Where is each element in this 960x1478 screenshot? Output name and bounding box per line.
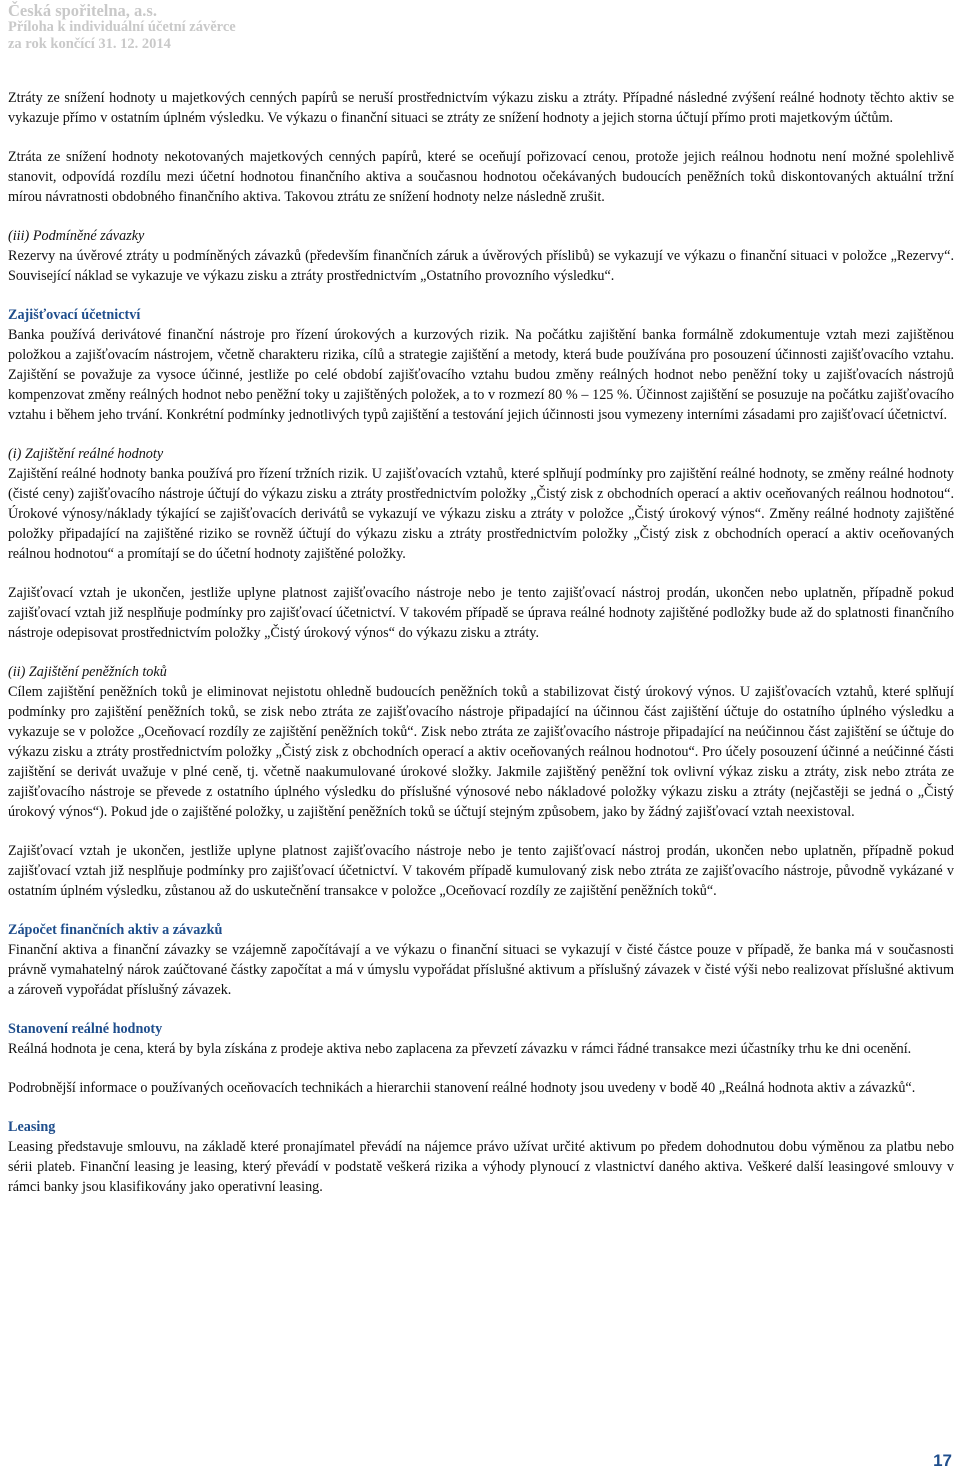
subsection-heading: (iii) Podmíněné závazky bbox=[8, 228, 145, 244]
section-heading: Zajišťovací účetnictví bbox=[8, 307, 141, 323]
section-heading: Stanovení reálné hodnoty bbox=[8, 1021, 163, 1037]
paragraph: Cílem zajištění peněžních toků je eliminovat nejistotu ohledně budoucích peněžních toků a stabilizovat čistý úrokový výnos. U zajišťovacích vztahů, které splňují podmínky pro zajištění peněžních toků, se zisk nebo ztráta ze zajišťovacího nástroje připadající na účinnou část zajištění účtuje do ostatního úplného výsledku a vykazuje se v položce „Oceňovací rozdíly ze zajištění peněžních toků“. Zisk nebo ztráta ze zajišťovacího nástroje připadající na neúčinnou část zajištění se účtuje do výkazu zisku a ztráty prostřednictvím položky „Čistý zisk z obchodních operací a aktiv oceňovaných reálnou hodnotou“. Pro účely posouzení účinné a neúčinné části zajištění se derivát uvažuje v plné ceně, tj. včetně naakumulované úrokové složky. Jakmile zajištěný peněžní tok ovlivní výkaz zisku a ztráty, zisk nebo ztráta ze zajišťovacího nástroje se převede z ostatního úplného výsledku do příslušné výnosové nebo nákladové položky výkazu zisku a ztráty (nejčastěji se jedná o „Čistý úrokový výnos“). Pokud jde o zajištěné položky, u zajištění peněžních toků se účtují stejným způsobem, jako by žádný zajišťovací vztah neexistoval. bbox=[8, 684, 954, 820]
header-document-title: Příloha k individuální účetní závěrce bbox=[8, 19, 236, 35]
subsection-heading: (ii) Zajištění peněžních toků bbox=[8, 664, 167, 680]
paragraph: Zajišťovací vztah je ukončen, jestliže uplyne platnost zajišťovacího nástroje nebo je tento zajišťovací nástroj prodán, ukončen nebo uplatněn, případně pokud zajišťovací vztah již nesplňuje podmínky pro zajišťovací účetnictví. V takovém případě kumulovaný zisk nebo ztráta ze zajišťovacího nástroje, původně vykázané v ostatním úplném výsledku, zůstanou až do uskutečnění transakce v položce „Oceňovací rozdíly ze zajištění peněžních toků“. bbox=[8, 843, 954, 899]
section-heading: Leasing bbox=[8, 1119, 56, 1135]
paragraph: Finanční aktiva a finanční závazky se vzájemně započítávají a ve výkazu o finanční situaci se vykazují v čisté částce pouze v případě, že banka má v současnosti právně vymahatelný nárok zaúčtované částky započítat a má v úmyslu vypořádat příslušné aktivum a příslušný závazek v čisté výši nebo realizovat příslušné aktivum a zároveň vypořádat příslušný závazek. bbox=[8, 942, 954, 998]
header-period: za rok končící 31. 12. 2014 bbox=[8, 36, 171, 52]
paragraph: Ztráty ze snížení hodnoty u majetkových cenných papírů se neruší prostřednictvím výkazu zisku a ztráty. Případné následné zvýšení reálné hodnoty těchto aktiv se vykazuje přímo v ostatním úplném výsledku. Ve výkazu o finanční situaci se ztráty ze snížení hodnoty a jejich storna účtují přímo proti majetkovým účtům. bbox=[8, 90, 954, 126]
page-number: 17 bbox=[933, 1451, 952, 1470]
paragraph: Podrobnější informace o používaných oceňovacích technikách a hierarchii stanovení reálné hodnoty jsou uvedeny v bodě 40 „Reálná hodnota aktiv a závazků“. bbox=[8, 1080, 916, 1096]
paragraph: Zajišťovací vztah je ukončen, jestliže uplyne platnost zajišťovacího nástroje nebo je tento zajišťovací nástroj prodán, ukončen nebo uplatněn, případně pokud zajišťovací vztah již nesplňuje podmínky pro zajišťovací účetnictví. V takovém případě se úprava reálné hodnoty zajištěné podložky bude až do splatnosti finančního nástroje odepisovat prostřednictvím položky „Čistý úrokový výnos“ do výkazu zisku a ztráty. bbox=[8, 585, 954, 641]
running-header bbox=[8, 2, 236, 53]
paragraph: Banka používá derivátové finanční nástroje pro řízení úrokových a kurzových rizik. Na počátku zajištění banka formálně zdokumentuje vztah mezi zajištěnou položkou a zajišťovacím nástrojem, včetně charakteru rizika, cílů a strategie zajištění a metody, která bude používána pro posouzení účinnosti zajišťovacího vztahu. Zajištění se považuje za vysoce účinné, jestliže po celé období zajišťovacího vztahu budou změny reálných hodnot nebo peněžní toky u zajišťovacích nástrojů kompenzovat změny reálných hodnot nebo peněžní toky u zajištěných položek, a to v rozmezí 80 % – 125 %. Účinnost zajištění se posuzuje na počátku zajišťovacího vztahu i během jeho trvání. Konkrétní podmínky jednotlivých typů zajištění a testování jejich účinnosti jsou vymezeny interními zásadami pro zajišťovací účetnictví. bbox=[8, 327, 954, 423]
paragraph: Leasing představuje smlouvu, na základě které pronajímatel převádí na nájemce právo užívat určité aktivum po předem dohodnutou dobu výměnou za platbu nebo sérii plateb. Finanční leasing je leasing, který převádí v podstatě veškerá rizika a výhody plynoucí z vlastnictví daného aktiva. Veškeré další leasingové smlouvy v rámci banky jsou klasifikovány jako operativní leasing. bbox=[8, 1139, 954, 1195]
paragraph: Rezervy na úvěrové ztráty u podmíněných závazků (především finančních záruk a úvěrových příslibů) se vykazují ve výkazu o finanční situaci v položce „Rezervy“. Související náklad se vykazuje ve výkazu zisku a ztráty prostřednictvím „Ostatního provozního výsledku“. bbox=[8, 248, 954, 284]
header-company: Česká spořitelna, a.s. bbox=[8, 1, 157, 20]
paragraph: Reálná hodnota je cena, která by byla získána z prodeje aktiva nebo zaplacena za převzetí závazku v rámci řádné transakce mezi účastníky trhu ke dni ocenění. bbox=[8, 1041, 912, 1057]
paragraph: Ztráta ze snížení hodnoty nekotovaných majetkových cenných papírů, které se oceňují pořizovací cenou, protože jejich reálnou hodnotu není možné spolehlivě stanovit, odpovídá rozdílu mezi účetní hodnotou finančního aktiva a současnou hodnotou očekávaných budoucích peněžních toků diskontovaných aktuální tržní mírou návratnosti obdobného finančního aktiva. Takovou ztrátu ze snížení hodnoty nelze následně zrušit. bbox=[8, 149, 954, 205]
paragraph: Zajištění reálné hodnoty banka používá pro řízení tržních rizik. U zajišťovacích vztahů, které splňují podmínky pro zajištění reálné hodnoty, se změny reálné hodnoty (čisté ceny) zajišťovacího nástroje účtují do výkazu zisku a ztráty prostřednictvím položky „Čistý zisk z obchodních operací a aktiv oceňovaných reálnou hodnotou“. Úrokové výnosy/náklady týkající se zajišťovacích derivátů se vykazují ve výkazu zisku a ztráty v položce „Čistý úrokový výnos“. Změny reálné hodnoty zajištěné položky připadající na zajištěné riziko se rovněž účtují do výkazu zisku a ztráty prostřednictvím položky „Čistý zisk z obchodních operací a aktiv oceňovaných reálnou hodnotou“ a promítají se do účetní hodnoty zajištěné položky. bbox=[8, 466, 954, 562]
subsection-heading: (i) Zajištění reálné hodnoty bbox=[8, 446, 164, 462]
body-text bbox=[8, 88, 954, 1197]
section-heading: Zápočet finančních aktiv a závazků bbox=[8, 922, 223, 938]
